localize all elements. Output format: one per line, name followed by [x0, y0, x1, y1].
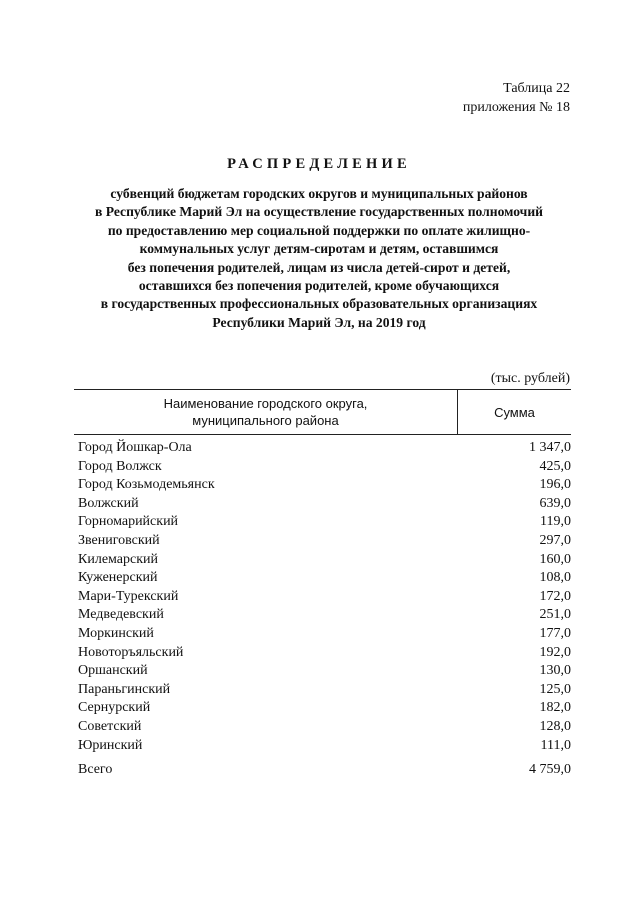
table-row — [78, 699, 571, 718]
table-row — [78, 458, 571, 477]
row-name: Новоторъяльский — [78, 644, 184, 660]
column-header-name-line: муниципального района — [192, 413, 339, 428]
document-title: РАСПРЕДЕЛЕНИЕ — [227, 156, 411, 172]
column-header-sum: Сумма — [494, 404, 535, 420]
row-name: Куженерский — [78, 570, 158, 586]
subtitle-line: по предоставлению мер социальной поддержки по оплате жилищно- — [107, 222, 531, 238]
row-value: 130,0 — [539, 663, 571, 679]
table-row — [78, 495, 571, 514]
units-label: (тыс. рублей) — [490, 371, 570, 386]
row-value: 639,0 — [539, 495, 571, 511]
row-name: Килемарский — [78, 551, 159, 567]
column-header-name — [74, 390, 457, 434]
table-row — [78, 569, 571, 588]
row-name: Город Йошкар-Ола — [78, 440, 192, 455]
table-row — [78, 644, 571, 663]
total-value: 4 759,0 — [529, 762, 571, 777]
subtitle-line: оставшихся без попечения родителей, кроме обучающихся — [138, 278, 500, 294]
table-row — [78, 588, 571, 607]
row-name: Сернурский — [78, 700, 151, 716]
row-name: Город Козьмодемьянск — [78, 477, 215, 493]
row-name: Горномарийский — [78, 514, 179, 530]
row-value: 177,0 — [539, 625, 571, 641]
table-total-row — [78, 761, 571, 780]
row-value: 160,0 — [539, 551, 571, 567]
row-value: 119,0 — [540, 514, 571, 530]
subtitle-line: в Республике Марий Эл на осуществление государственных полномочий — [94, 204, 543, 220]
row-name: Медведевский — [78, 607, 164, 623]
subtitle-line: в государственных профессиональных образовательных организациях — [100, 296, 538, 312]
table-row — [78, 662, 571, 681]
table-header — [74, 389, 571, 435]
table-row — [78, 737, 571, 756]
row-value: 108,0 — [539, 570, 571, 586]
row-value: 125,0 — [539, 681, 571, 697]
table-row — [78, 439, 571, 458]
row-name: Советский — [78, 718, 142, 734]
table-row — [78, 625, 571, 644]
column-header-name-line: Наименование городского округа, — [163, 396, 368, 411]
row-name: Мари-Турекский — [78, 588, 179, 604]
row-name: Юринский — [78, 737, 143, 753]
row-value: 297,0 — [539, 532, 571, 548]
subtitle-line: субвенций бюджетам городских округов и муниципальных районов — [110, 186, 528, 201]
table-number: Таблица 22 — [503, 81, 570, 96]
table-row — [78, 718, 571, 737]
row-name: Город Волжск — [78, 458, 162, 474]
row-name: Моркинский — [78, 625, 154, 641]
total-label: Всего — [78, 762, 113, 777]
table-row — [78, 476, 571, 495]
table-row — [78, 606, 571, 625]
table-row — [78, 681, 571, 700]
row-value: 196,0 — [539, 477, 571, 493]
row-name: Параньгинский — [78, 681, 171, 697]
row-name: Звениговский — [78, 532, 160, 548]
row-value: 425,0 — [539, 458, 571, 474]
row-value: 251,0 — [539, 607, 571, 623]
row-value: 192,0 — [539, 644, 571, 660]
row-value: 1 347,0 — [529, 440, 571, 455]
row-value: 111,0 — [540, 737, 571, 753]
subtitle-line: Республики Марий Эл, на 2019 год — [212, 314, 426, 330]
row-name: Оршанский — [78, 663, 148, 679]
table-row — [78, 513, 571, 532]
row-value: 128,0 — [539, 718, 571, 734]
table-row — [78, 551, 571, 570]
row-name: Волжский — [78, 495, 139, 511]
table-reference — [463, 79, 570, 117]
row-value: 182,0 — [539, 700, 571, 716]
subtitle-line: коммунальных услуг детям-сиротам и детям, оставшимся — [139, 241, 499, 257]
appendix-number: приложения № 18 — [462, 100, 570, 115]
table-row — [78, 532, 571, 551]
subtitle-line: без попечения родителей, лицам из числа детей-сирот и детей, — [127, 259, 511, 275]
table-body — [78, 439, 571, 755]
row-value: 172,0 — [539, 588, 571, 604]
document-subtitle — [60, 185, 578, 332]
